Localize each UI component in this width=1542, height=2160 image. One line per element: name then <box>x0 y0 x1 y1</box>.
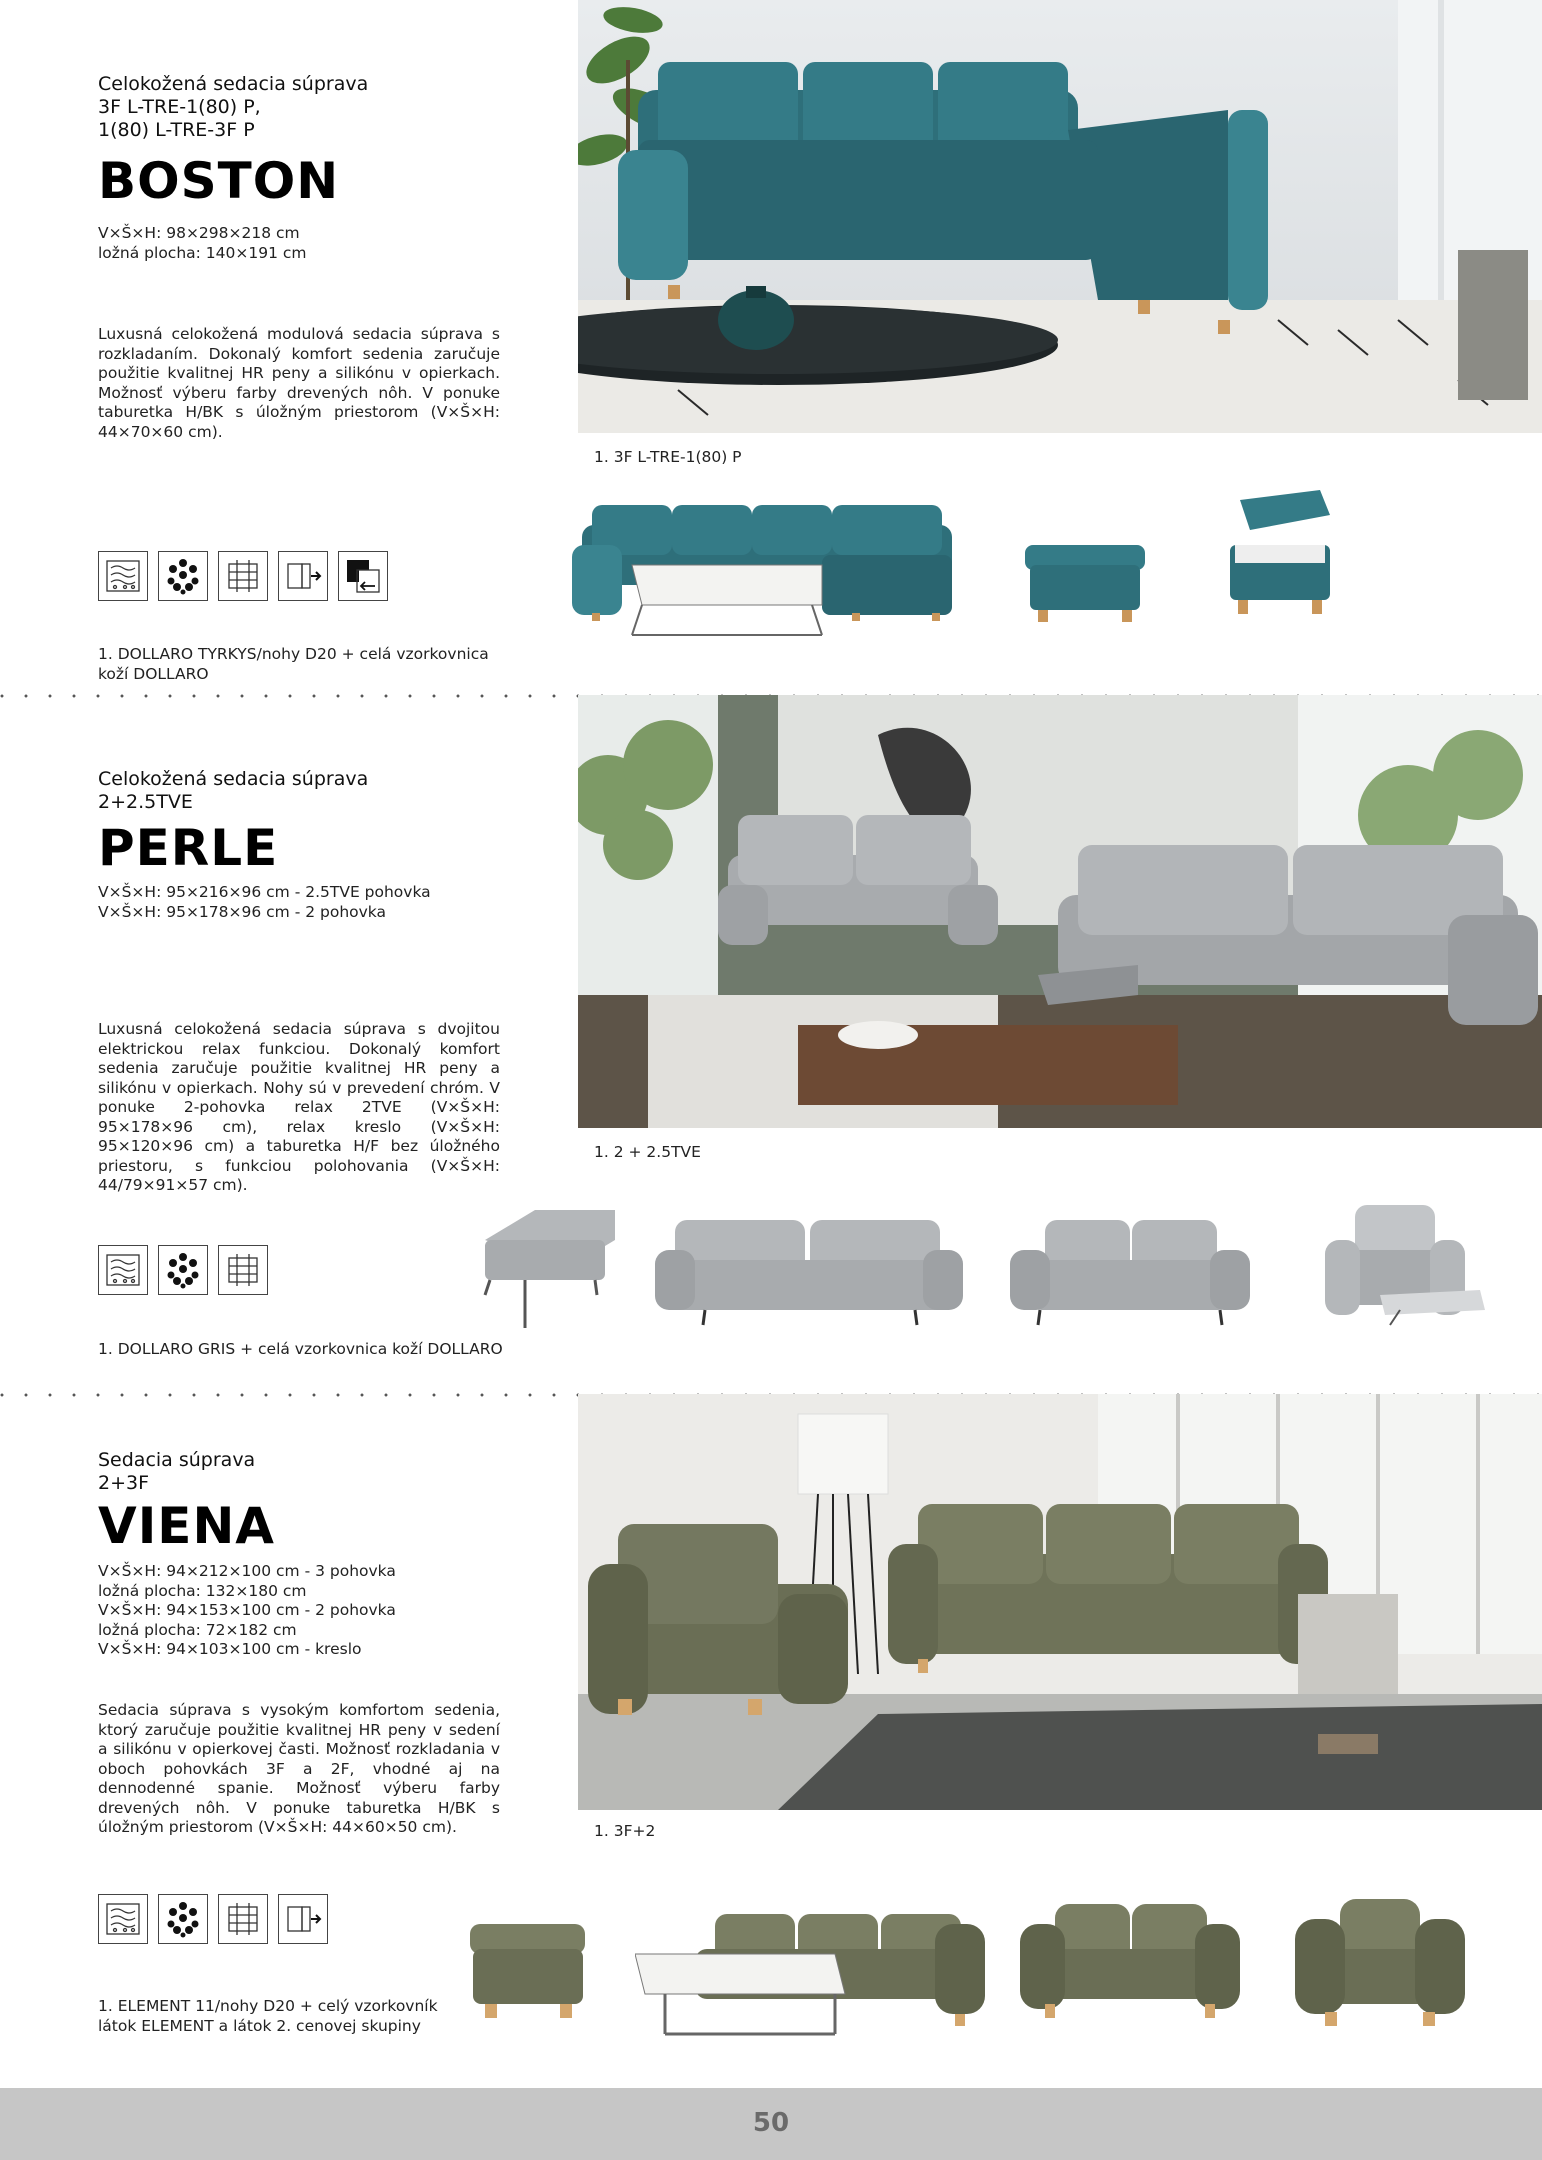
product-photo-boston <box>578 0 1542 433</box>
product-dimensions: V×Š×H: 95×216×96 cm - 2.5TVE pohovka V×Š×H: 95×178×96 cm - 2 pohovka <box>98 883 431 921</box>
material-note: 1. ELEMENT 11/nohy D20 + celý vzorkovník látok ELEMENT a látok 2. cenovej skupiny <box>98 1997 438 2035</box>
product-description: Luxusná celokožená modulová sedacia súprava s rozkladaním. Dokonalý komfort sedenia zaručuje použitie kvalitnej HR peny a silikónu v opierkach. Možnosť výberu farby drevených nôh. V ponuke taburetka H/BK s úložným priestorom (V×Š×H: 44×70×60 cm). <box>98 325 500 441</box>
thumb-ottoman <box>1020 540 1150 634</box>
frame-icon <box>218 551 268 601</box>
photo-caption: 1. 3F+2 <box>594 1822 656 1840</box>
thumb-ottoman-open <box>1220 490 1340 634</box>
section-boston <box>0 0 1542 690</box>
thumb-sofa-2-5-seater <box>655 1200 963 1334</box>
thumb-ottoman-recline <box>475 1200 615 1339</box>
product-name: PERLE <box>98 819 279 877</box>
product-dimensions: V×Š×H: 94×212×100 cm - 3 pohovka ložná plocha: 132×180 cm V×Š×H: 94×153×100 cm - 2 pohovka ložná plocha: 72×182 cm V×Š×H: 94×103×100 cm - kreslo <box>98 1562 396 1658</box>
product-subtitle: Celokožená sedacia súprava 3F L-TRE-1(80) P, 1(80) L-TRE-3F P <box>98 73 369 141</box>
thumb-corner-sofa-sleeper <box>572 495 962 649</box>
silicone-icon <box>158 1894 208 1944</box>
product-dimensions: V×Š×H: 98×298×218 cm ložná plocha: 140×191 cm <box>98 224 307 262</box>
product-name: VIENA <box>98 1497 275 1555</box>
product-subtitle: Sedacia súprava 2+3F <box>98 1449 256 1494</box>
thumb-sofa-2-seater <box>1010 1200 1250 1334</box>
hr-foam-icon <box>98 551 148 601</box>
product-description: Sedacia súprava s vysokým komfortom sedenia, ktorý zaručuje použitie kvalitnej HR peny v sedení a silikónu v opierkovej časti. Možnosť rozkladania v oboch pohovkách 3F a 2F, vhodné aj na dennodenné spanie. Možnosť výberu farby drevených nôh. V ponuke taburetka H/BK s úložným priestorom (V×Š×H: 44×60×50 cm). <box>98 1701 500 1836</box>
product-subtitle: Celokožená sedacia súprava 2+2.5TVE <box>98 768 369 813</box>
thumb-ottoman <box>465 1919 590 2033</box>
material-note: 1. DOLLARO TYRKYS/nohy D20 + celá vzorkovnica koží DOLLARO <box>98 645 489 683</box>
corner-reversible-icon <box>338 551 388 601</box>
frame-icon <box>218 1245 268 1295</box>
product-description: Luxusná celokožená sedacia súprava s dvojitou elektrickou relax funkciou. Dokonalý komfort sedenia zaručuje použitie kvalitnej HR peny a silikónu v opierkach. Nohy sú v prevedení chróm. V ponuke 2-pohovka relax 2TVE (V×Š×H: 95×178×96 cm), relax kreslo (V×Š×H: 95×120×96 cm) a taburetka H/F bez úložného priestoru, s funkciou polohovania (V×Š×H: 44/79×91×57 cm). <box>98 1020 500 1194</box>
section-perle <box>0 695 1542 1390</box>
feature-icons <box>98 551 388 601</box>
silicone-icon <box>158 551 208 601</box>
hr-foam-icon <box>98 1894 148 1944</box>
page-number: 50 <box>752 2108 790 2138</box>
product-name: BOSTON <box>98 152 340 210</box>
photo-caption: 1. 2 + 2.5TVE <box>594 1143 701 1161</box>
sleep-function-icon <box>278 551 328 601</box>
frame-icon <box>218 1894 268 1944</box>
section-viena <box>0 1394 1542 2088</box>
product-photo-viena <box>578 1394 1542 1810</box>
feature-icons <box>98 1245 268 1295</box>
product-photo-perle <box>578 695 1542 1128</box>
thumb-recliner-chair <box>1320 1200 1490 1334</box>
thumb-sofa-2-seater <box>1020 1894 1240 2028</box>
sleep-function-icon <box>278 1894 328 1944</box>
thumb-armchair <box>1295 1884 1465 2038</box>
material-note: 1. DOLLARO GRIS + celá vzorkovnica koží DOLLARO <box>98 1340 503 1358</box>
feature-icons <box>98 1894 328 1944</box>
page-footer <box>0 2088 1542 2160</box>
hr-foam-icon <box>98 1245 148 1295</box>
silicone-icon <box>158 1245 208 1295</box>
thumb-sofa-sleeper <box>635 1894 985 2048</box>
photo-caption: 1. 3F L-TRE-1(80) P <box>594 448 742 466</box>
